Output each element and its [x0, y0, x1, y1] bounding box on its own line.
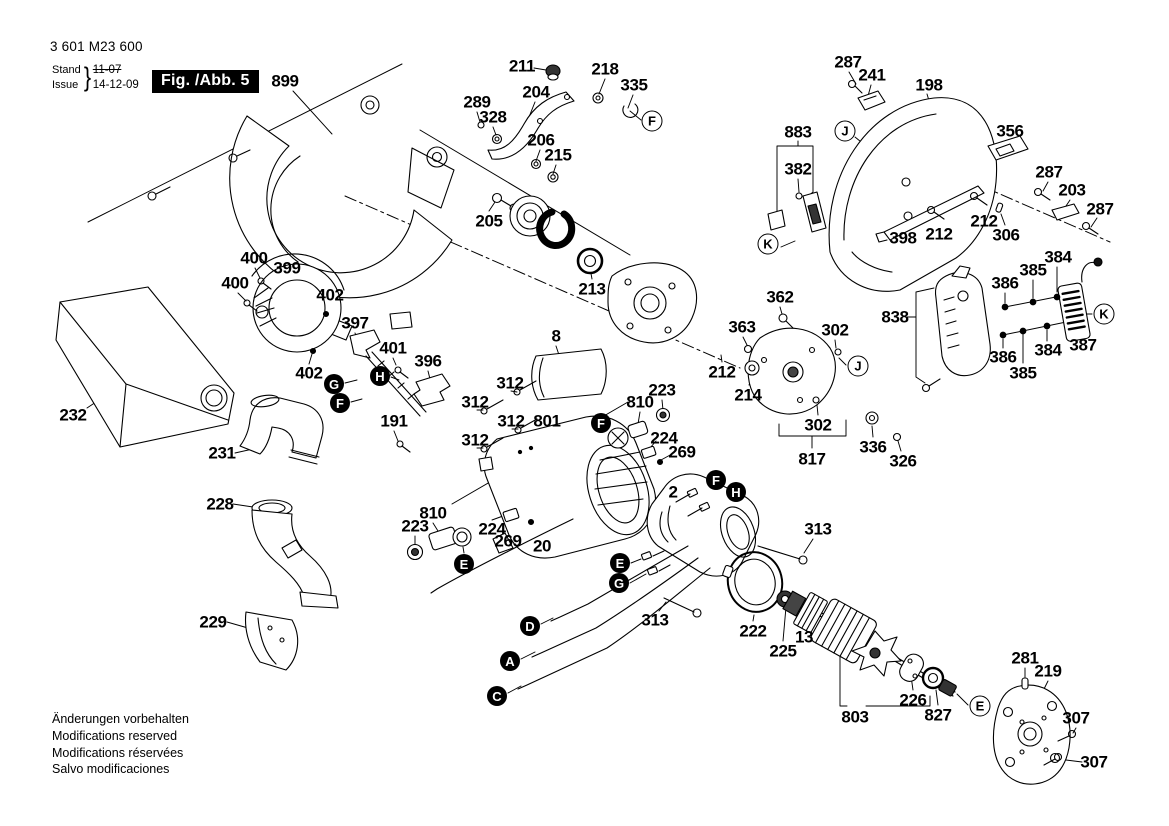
part-label-838: 838	[881, 307, 909, 327]
stand-label: Stand	[52, 64, 81, 77]
part-label-212: 212	[708, 362, 736, 382]
part-label-399: 399	[273, 258, 301, 278]
ref-letter-c-filled: C	[487, 686, 507, 706]
part-label-229: 229	[199, 612, 227, 632]
footer-line: Salvo modificaciones	[52, 762, 170, 777]
part-label-400: 400	[221, 273, 249, 293]
part-label-281: 281	[1011, 648, 1039, 668]
part-label-13: 13	[794, 627, 814, 647]
part-label-269: 269	[668, 442, 696, 462]
part-label-222: 222	[739, 621, 767, 641]
part-label-398: 398	[889, 228, 917, 248]
part-label-224: 224	[478, 519, 506, 539]
part-label-287: 287	[1035, 162, 1063, 182]
part-label-218: 218	[591, 59, 619, 79]
part-label-307: 307	[1080, 752, 1108, 772]
part-label-397: 397	[341, 313, 369, 333]
part-label-223: 223	[648, 380, 676, 400]
ref-letter-h-filled: H	[370, 366, 390, 386]
part-label-386: 386	[989, 347, 1017, 367]
ref-letter-a-filled: A	[500, 651, 520, 671]
ref-letter-d-filled: D	[520, 616, 540, 636]
part-label-386: 386	[991, 273, 1019, 293]
ref-letter-f-filled: F	[591, 413, 611, 433]
part-label-401: 401	[379, 338, 407, 358]
type-number: 3 601 M23 600	[50, 39, 143, 54]
part-label-801: 801	[533, 411, 561, 431]
issue-label: Issue	[52, 78, 79, 91]
part-label-307: 307	[1062, 708, 1090, 728]
issue-date-new: 14-12-09	[92, 78, 139, 91]
part-label-219: 219	[1034, 661, 1062, 681]
part-label-326: 326	[889, 451, 917, 471]
ref-letter-k-outlined: K	[758, 234, 779, 255]
part-label-212: 212	[925, 224, 953, 244]
part-label-223: 223	[401, 516, 429, 536]
footer-line: Modifications reserved	[52, 728, 178, 743]
part-label-302: 302	[804, 415, 832, 435]
part-label-400: 400	[240, 248, 268, 268]
part-label-214: 214	[734, 385, 762, 405]
part-label-203: 203	[1058, 180, 1086, 200]
part-label-312: 312	[461, 430, 489, 450]
part-label-205: 205	[475, 211, 503, 231]
part-label-385: 385	[1019, 260, 1047, 280]
part-label-827: 827	[924, 705, 952, 725]
part-label-213: 213	[578, 279, 606, 299]
part-label-241: 241	[858, 65, 886, 85]
part-label-198: 198	[915, 75, 943, 95]
part-label-312: 312	[496, 373, 524, 393]
part-label-212: 212	[970, 211, 998, 231]
part-label-228: 228	[206, 494, 234, 514]
figure-badge: Fig. /Abb. 5	[152, 70, 259, 93]
part-label-287: 287	[834, 52, 862, 72]
part-label-2: 2	[668, 482, 678, 502]
part-label-204: 204	[522, 82, 550, 102]
part-label-328: 328	[479, 107, 507, 127]
part-label-387: 387	[1069, 335, 1097, 355]
part-label-396: 396	[414, 351, 442, 371]
part-label-362: 362	[766, 287, 794, 307]
issue-date-old: 11-07	[92, 64, 122, 77]
part-label-224: 224	[650, 428, 678, 448]
part-label-20: 20	[532, 536, 552, 556]
footer-line: Änderungen vorbehalten	[52, 712, 189, 726]
ref-letter-g-filled: G	[324, 374, 344, 394]
part-label-313: 313	[641, 610, 669, 630]
part-label-803: 803	[841, 707, 869, 727]
footer-line: Modifications réservées	[52, 745, 184, 760]
ref-letter-e-filled: E	[610, 553, 630, 573]
part-label-883: 883	[784, 122, 812, 142]
part-label-363: 363	[728, 317, 756, 337]
part-label-226: 226	[899, 690, 927, 710]
part-label-810: 810	[626, 392, 654, 412]
ref-letter-j-outlined: J	[848, 356, 869, 377]
part-label-8: 8	[551, 326, 561, 346]
ref-letter-f-filled: F	[330, 393, 350, 413]
part-label-312: 312	[461, 392, 489, 412]
ref-letter-j-outlined: J	[835, 121, 856, 142]
part-label-402: 402	[295, 363, 323, 383]
ref-letter-e-outlined: E	[970, 696, 991, 717]
part-label-231: 231	[208, 443, 236, 463]
ref-letter-h-filled: H	[726, 482, 746, 502]
part-label-269: 269	[494, 531, 522, 551]
ref-letter-f-filled: F	[706, 470, 726, 490]
part-label-899: 899	[271, 71, 299, 91]
part-label-810: 810	[419, 503, 447, 523]
brace-glyph: }	[83, 62, 91, 92]
part-label-384: 384	[1034, 340, 1062, 360]
part-label-382: 382	[784, 159, 812, 179]
part-label-206: 206	[527, 130, 555, 150]
ref-letter-k-outlined: K	[1094, 304, 1115, 325]
part-label-356: 356	[996, 121, 1024, 141]
footer-notes	[52, 711, 189, 778]
part-label-402: 402	[316, 285, 344, 305]
part-label-289: 289	[463, 92, 491, 112]
part-label-211: 211	[508, 56, 536, 76]
part-label-215: 215	[544, 145, 572, 165]
part-label-302: 302	[821, 320, 849, 340]
part-label-335: 335	[620, 75, 648, 95]
part-label-232: 232	[59, 405, 87, 425]
part-label-312: 312	[497, 411, 525, 431]
part-label-313: 313	[804, 519, 832, 539]
ref-letter-f-outlined: F	[642, 111, 663, 132]
ref-letter-g-filled: G	[609, 573, 629, 593]
ref-letter-e-filled: E	[454, 554, 474, 574]
part-label-384: 384	[1044, 247, 1072, 267]
part-label-336: 336	[859, 437, 887, 457]
part-label-817: 817	[798, 449, 826, 469]
part-label-287: 287	[1086, 199, 1114, 219]
part-label-385: 385	[1009, 363, 1037, 383]
part-label-225: 225	[769, 641, 797, 661]
part-label-306: 306	[992, 225, 1020, 245]
part-label-191: 191	[380, 411, 408, 431]
